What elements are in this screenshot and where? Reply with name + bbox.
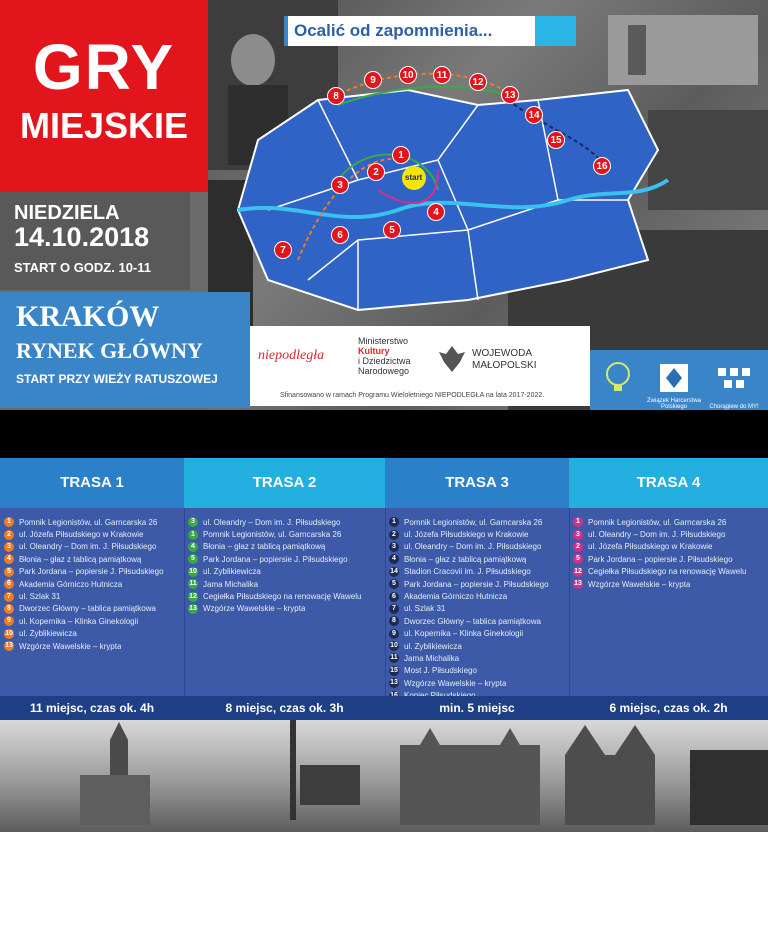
route-stop [4,553,182,565]
route-stop [188,603,383,615]
map-marker-4: 4 [427,203,445,221]
map-marker-1: 1 [392,146,410,164]
route-stop [573,516,766,528]
route-stop [573,528,766,540]
poster-header [0,0,768,410]
eagle-emblem-icon [438,344,466,374]
stop-name: Pomnik Legionistów, ul. Garncarska 26 [404,517,543,527]
stop-name: ul. Zyblikiewicza [404,641,462,651]
stop-name: ul. Oleandry – Dom im. J. Piłsudskiego [404,542,542,552]
route-stop [4,541,182,553]
start-label: start [405,173,423,182]
route-stop [389,640,567,652]
event-day: NIEDZIELA [14,202,120,224]
route-stop [4,640,182,652]
route-stop-list [188,516,383,615]
route-stop [389,541,567,553]
stop-name: ul. Szlak 31 [19,592,61,602]
route-stop [389,590,567,602]
route-stop [188,578,383,590]
stop-name: Stadion Cracovii im. J. Piłsudskiego [404,567,531,577]
slogan-accent-line [284,16,288,46]
stop-number-badge: 8 [389,616,399,626]
route-stop [389,528,567,540]
stop-number-badge: 6 [4,579,14,589]
stop-name: Wzgórze Wawelskie – krypta [19,641,122,651]
route-stop [4,516,182,528]
route-column-3 [385,458,570,720]
route-stop [4,590,182,602]
stop-name: Park Jordana – popiersie J. Piłsudskiego [404,579,549,589]
map-marker-14: 14 [525,106,543,124]
partner-logo-checker-icon [709,358,759,410]
stop-name: Akademia Górniczo Hutnicza [19,579,123,589]
route-title: TRASA 1 [0,458,184,508]
stop-number-badge: 10 [390,642,398,650]
route-stop [573,578,766,590]
route-stop [389,652,567,664]
stop-number-badge: 5 [4,567,14,577]
route-stop [188,541,383,553]
route-stop [188,553,383,565]
stop-name: Park Jordana – popiersie J. Piłsudskiego [19,567,164,577]
stop-number-badge: 9 [4,616,14,626]
stop-number-badge: 10 [189,567,197,575]
stop-name: Jama Michalika [404,653,460,663]
map-marker-2: 2 [367,163,385,181]
black-divider [0,410,768,458]
route-column-1 [0,458,185,720]
stop-number-badge: 5 [573,554,583,564]
map-marker-12: 12 [469,73,487,91]
wojewoda-logo [472,348,536,372]
ministry-line3: i Dziedzictwa [358,356,411,366]
stop-name: Błonia – głaz z tablicą pamiątkową [19,554,142,564]
route-stop [389,628,567,640]
stop-name: Pomnik Legionistów, ul. Garncarska 26 [203,530,342,540]
stop-name: Dworzec Główny – tablica pamiątkowa [19,604,156,614]
map-marker-7: 7 [274,241,292,259]
route-stop [573,566,766,578]
stop-name: Błonia – głaz z tablicą pamiątkową [404,554,527,564]
stop-number-badge: 9 [389,629,399,639]
route-summary: min. 5 miejsc [385,696,569,720]
stop-name: ul. Oleandry – Dom im. J. Piłsudskiego [19,542,157,552]
route-stop [188,528,383,540]
event-date-box [0,192,190,290]
stop-number-badge: 2 [4,530,14,540]
route-stop [389,677,567,689]
stop-name: ul. Oleandry – Dom im. J. Piłsudskiego [203,517,341,527]
stop-name: Cegiełka Piłsudskiego na renowację Wawelu [203,592,362,602]
stop-number-badge: 2 [573,542,583,552]
route-stop [389,516,567,528]
stop-number-badge: 4 [4,554,14,564]
logo-subtitle: MIEJSKIE [19,105,189,146]
stop-number-badge: 3 [573,530,583,540]
stop-number-badge: 1 [389,517,399,527]
route-summary: 8 miejsc, czas ok. 3h [184,696,385,720]
route-stop [389,603,567,615]
event-start-time: START O GODZ. 10-11 [14,260,152,275]
partners-bar [590,350,768,410]
event-city: KRAKÓW [16,300,160,333]
stop-name: Pomnik Legionistów, ul. Garncarska 26 [588,517,727,527]
route-stop-list [4,516,182,652]
stop-number-badge: 13 [5,642,13,650]
stop-number-badge: 1 [4,517,14,527]
event-square: RYNEK GŁÓWNY [16,338,203,363]
wojewoda-line2: MAŁOPOLSKI [472,360,537,371]
event-logo [0,0,208,192]
route-stop [389,578,567,590]
map-marker-15: 15 [547,131,565,149]
stop-name: ul. Oleandry – Dom im. J. Piłsudskiego [588,530,726,540]
route-title: TRASA 2 [184,458,385,508]
historical-krakow-photo-strip [0,720,768,832]
stop-number-badge: 1 [573,517,583,527]
map-markers [208,60,688,320]
ministry-line2: Kultury [358,346,390,356]
stop-name: ul. Kopernika – Klinka Ginekologii [19,616,139,626]
stop-name: ul. Józefa Piłsudskiego w Krakowie [19,530,144,540]
stop-number-badge: 3 [389,542,399,552]
route-stop-list [573,516,766,590]
partner-label-choragiew: Chorągiew do MY! [709,404,759,410]
stop-name: ul. Zyblikiewicza [19,629,77,639]
stop-number-badge: 13 [189,604,197,612]
map-marker-8: 8 [327,87,345,105]
route-stop [4,615,182,627]
stop-number-badge: 3 [188,517,198,527]
stop-name: Wzgórze Wawelskie – krypta [404,678,507,688]
logo-title: GRY [32,31,176,103]
route-stop [389,566,567,578]
map-marker-11: 11 [433,66,451,84]
krakow-skyline-silhouette [0,720,768,832]
stop-number-badge: 6 [389,592,399,602]
stop-number-badge: 4 [188,542,198,552]
wojewoda-line1: WOJEWODA [472,348,532,359]
stop-number-badge: 1 [188,530,198,540]
event-location-box [0,292,250,408]
stop-name: Wzgórze Wawelskie – krypta [203,604,306,614]
stop-name: Park Jordana – popiersie J. Piłsudskiego [203,554,348,564]
stop-number-badge: 13 [574,580,582,588]
stop-number-badge: 10 [5,629,13,637]
niepodlegla-logo: niepodległa [258,348,325,363]
partner-logo-lightbulb-icon [598,358,638,398]
stop-number-badge: 7 [389,604,399,614]
ministry-logo [358,336,438,376]
stop-name: ul. Zyblikiewicza [203,567,261,577]
stop-number-badge: 15 [390,666,398,674]
route-title: TRASA 3 [385,458,569,508]
partner-label-zhp: Związek Harcerstwa Polskiego [646,398,701,410]
stop-number-badge: 12 [574,567,582,575]
stop-number-badge: 12 [189,592,197,600]
route-stop [4,578,182,590]
partner-logo-zhp-icon [646,358,701,410]
route-stop [4,603,182,615]
route-title: TRASA 4 [569,458,768,508]
map-marker-13: 13 [501,86,519,104]
route-column-4 [569,458,768,720]
route-stop [4,628,182,640]
route-summary: 6 miejsc, czas ok. 2h [569,696,768,720]
stop-number-badge: 14 [390,567,398,575]
stop-number-badge: 13 [390,679,398,687]
stop-name: Błonia – głaz z tablicą pamiątkową [203,542,326,552]
route-stop [573,541,766,553]
stop-number-badge: 8 [4,604,14,614]
stop-number-badge: 11 [390,654,398,662]
stop-name: ul. Józefa Piłsudskiego w Krakowie [588,542,713,552]
funding-note: Sfinansowano w ramach Programu Wieloletniego NIEPODLEGŁA na lata 2017-2022. [280,392,545,399]
route-stop [188,566,383,578]
stop-number-badge: 3 [4,542,14,552]
stop-name: Park Jordana – popiersie J. Piłsudskiego [588,554,733,564]
map-marker-16: 16 [593,157,611,175]
stop-name: Pomnik Legionistów, ul. Garncarska 26 [19,517,158,527]
event-start-place: START PRZY WIEŻY RATUSZOWEJ [16,372,218,386]
stop-name: Dworzec Główny – tablica pamiątkowa [404,616,541,626]
route-map [208,60,688,320]
stop-name: ul. Szlak 31 [404,604,446,614]
routes-table [0,458,768,720]
route-stop [389,665,567,677]
route-stop [4,566,182,578]
route-stop [4,528,182,540]
route-column-2 [184,458,386,720]
map-marker-10: 10 [399,66,417,84]
stop-name: Wzgórze Wawelskie – krypta [588,579,691,589]
route-stop [389,553,567,565]
route-stop-list [389,516,567,702]
slogan-accent-block [535,16,576,46]
stop-name: Cegiełka Piłsudskiego na renowację Wawelu [588,567,747,577]
route-stop [573,553,766,565]
stop-number-badge: 4 [389,554,399,564]
stop-number-badge: 5 [389,579,399,589]
route-stop [389,615,567,627]
route-summary: 11 miejsc, czas ok. 4h [0,696,184,720]
slogan-text: Ocalić od zapomnienia... [294,21,493,40]
map-marker-6: 6 [331,226,349,244]
stop-number-badge: 7 [4,592,14,602]
stop-name: ul. Kopernika – Klinka Ginekologii [404,629,524,639]
route-stop [188,590,383,602]
map-marker-5: 5 [383,221,401,239]
ministry-line1: Ministerstwo [358,336,409,346]
stop-name: Most J. Piłsudskiego [404,666,477,676]
stop-name: ul. Józefa Piłsudskiego w Krakowie [404,530,529,540]
stop-number-badge: 2 [389,530,399,540]
stop-number-badge: 5 [188,554,198,564]
sponsors-bar [250,326,590,406]
stop-name: Jama Michalika [203,579,259,589]
stop-name: Akademia Górniczo Hutnicza [404,592,508,602]
ministry-line4: Narodowego [358,366,410,376]
route-stop [188,516,383,528]
stop-number-badge: 11 [189,580,197,588]
event-date: 14.10.2018 [14,222,150,252]
slogan-bar [284,16,576,46]
map-marker-3: 3 [331,176,349,194]
map-marker-9: 9 [364,71,382,89]
